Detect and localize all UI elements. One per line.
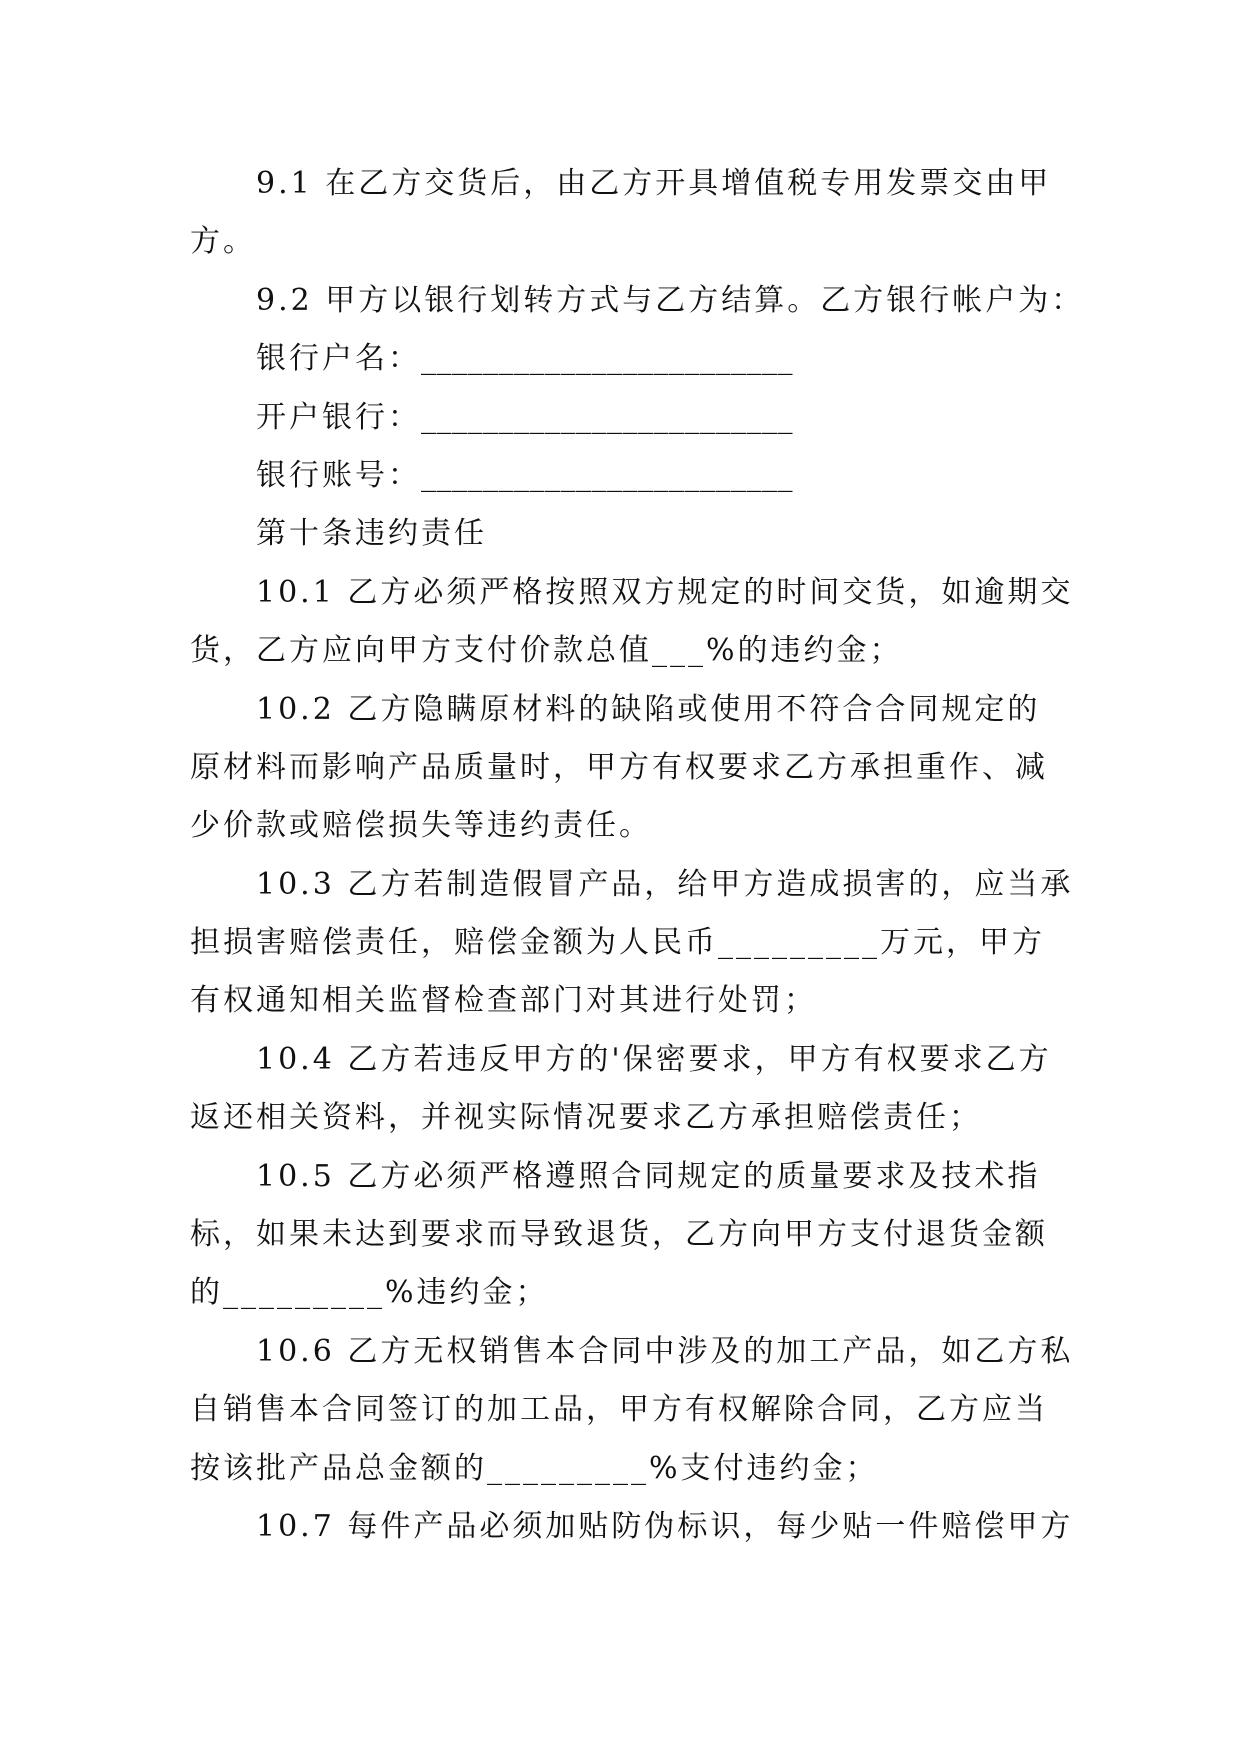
clause-9-1 bbox=[190, 155, 1051, 272]
clause-10-3 bbox=[190, 856, 1074, 1031]
text-line: 10.6 乙方无权销售本合同中涉及的加工产品，如乙方私 bbox=[256, 1333, 1074, 1369]
clause-10-2 bbox=[190, 681, 1051, 856]
field-label: 银行账号： bbox=[256, 457, 421, 493]
text-line: 的_________%违约金； bbox=[190, 1275, 549, 1311]
bank-account-block bbox=[190, 330, 1051, 505]
clause-10-7 bbox=[190, 1498, 1074, 1556]
text-line: 标，如果未达到要求而导致退货，乙方向甲方支付退货金额 bbox=[190, 1217, 1048, 1253]
text-line: 方。 bbox=[190, 224, 256, 260]
text-line: 担损害赔偿责任，赔偿金额为人民币_________万元，甲方 bbox=[190, 925, 1045, 961]
bank-account-number-field bbox=[190, 447, 1051, 505]
opening-bank-field bbox=[190, 389, 1051, 447]
bank-account-name-field bbox=[190, 330, 1051, 388]
text-line: 10.3 乙方若制造假冒产品，给甲方造成损害的，应当承 bbox=[256, 866, 1074, 902]
clause-10-1 bbox=[190, 564, 1074, 681]
text-line: 9.2 甲方以银行划转方式与乙方结算。乙方银行帐户为： bbox=[256, 282, 1085, 318]
text-line: 按该批产品总金额的_________%支付违约金； bbox=[190, 1450, 879, 1486]
blank-underline: ________________________ bbox=[421, 457, 793, 493]
blank-underline: ________________________ bbox=[421, 341, 793, 377]
article-10-heading bbox=[190, 505, 1051, 563]
text-line: 10.7 每件产品必须加贴防伪标识，每少贴一件赔偿甲方 bbox=[256, 1508, 1074, 1544]
text-line: 有权通知相关监督检查部门对其进行处罚； bbox=[190, 983, 817, 1019]
field-label: 银行户名： bbox=[256, 341, 421, 377]
clause-9-2 bbox=[190, 272, 1085, 330]
text-line: 少价款或赔偿损失等违约责任。 bbox=[190, 808, 652, 844]
text-line: 原材料而影响产品质量时，甲方有权要求乙方承担重作、减 bbox=[190, 749, 1048, 785]
clause-10-6 bbox=[190, 1323, 1074, 1498]
text-line: 10.5 乙方必须严格遵照合同规定的质量要求及技术指 bbox=[256, 1158, 1041, 1194]
clause-10-4 bbox=[190, 1031, 1051, 1148]
text-line: 10.1 乙方必须严格按照双方规定的时间交货，如逾期交 bbox=[256, 574, 1074, 610]
clause-10-5 bbox=[190, 1148, 1051, 1323]
text-line: 货，乙方应向甲方支付价款总值___%的违约金； bbox=[190, 633, 903, 669]
blank-underline: ________________________ bbox=[421, 399, 793, 435]
text-line: 返还相关资料，并视实际情况要求乙方承担赔偿责任； bbox=[190, 1100, 982, 1136]
text-line: 10.2 乙方隐瞒原材料的缺陷或使用不符合合同规定的 bbox=[256, 691, 1041, 727]
text-line: 9.1 在乙方交货后，由乙方开具增值税专用发票交由甲 bbox=[256, 166, 1052, 201]
text-line: 10.4 乙方若违反甲方的'保密要求，甲方有权要求乙方 bbox=[256, 1041, 1052, 1077]
section-heading: 第十条违约责任 bbox=[256, 516, 487, 552]
field-label: 开户银行： bbox=[256, 399, 421, 435]
text-line: 自销售本合同签订的加工品，甲方有权解除合同，乙方应当 bbox=[190, 1392, 1048, 1428]
